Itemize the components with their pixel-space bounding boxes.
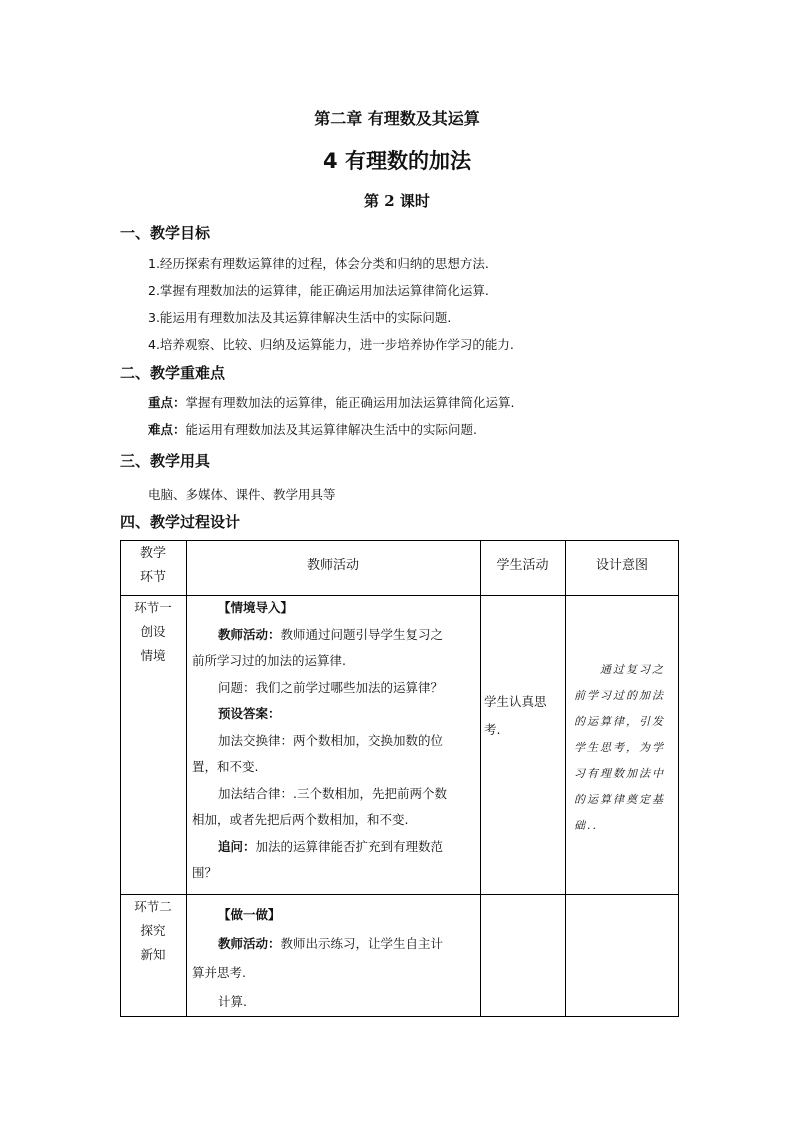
objective-item: 2.掌握有理数加法的运算律，能正确运用加法运算律简化运算. [148,283,489,298]
header-stage [120,542,186,590]
teacher-label: 教师活动： [218,936,281,951]
difficulty-text: 能运用有理数加法及其运算律解决生活中的实际问题. [185,422,477,437]
associative-line: 相加，或者先把后两个数相加，和不变. [192,812,409,827]
stage-line: 环节一 [134,600,172,615]
column-divider [186,540,187,1017]
teacher-line [192,622,478,649]
objective-item: 3.能运用有理数加法及其运算律解决生活中的实际问题. [148,310,452,325]
column-divider [480,540,481,1017]
key-points-heading: 二、教学重难点 [120,364,226,382]
row-divider [120,894,679,895]
header-stage-line: 环节 [139,570,166,585]
teacher-line: 算并思考. [192,965,246,980]
stage-line: 创设 [140,624,166,639]
intent-line: 础.. [574,819,598,832]
objectives-heading: 一、教学目标 [120,224,211,242]
row1-stage [120,596,186,668]
tools-heading: 三、教学用具 [120,452,211,470]
section-title: 【情境导入】 [218,600,294,615]
student-line: 考. [484,722,501,737]
row2-stage [120,895,186,967]
student-line: 学生认真思 [484,694,547,709]
row1-design-intent [574,657,676,839]
stage-line: 探究 [140,923,166,938]
intent-line: 习有理数加法中 [574,767,665,780]
teacher-line [192,929,478,958]
teacher-line: 前所学习过的加法的运算律. [192,653,346,668]
difficulty-line [148,420,477,438]
intent-line: 学生思考，为学 [574,741,665,754]
teacher-label: 教师活动： [218,626,281,642]
followup-line [192,834,478,861]
header-student: 学生活动 [496,558,549,573]
associative-line: 加法结合律：.三个数相加，先把前两个数 [218,785,447,801]
stage-line: 新知 [140,947,166,962]
teacher-text: 教师出示练习，让学生自主计 [280,936,444,951]
commutative-line: 置，和不变. [192,759,259,774]
teacher-text: 教师通过问题引导学生复习之 [280,626,444,642]
header-stage-line: 教学 [139,546,166,561]
process-table [120,540,679,1017]
intent-line: 前学习过的加法 [574,689,665,702]
header-intent: 设计意图 [595,558,648,573]
intent-line: 通过复习之 [600,663,665,676]
followup-line: 围？ [192,865,218,880]
commutative-line: 加法交换律：两个数相加，交换加数的位 [218,732,444,748]
period-title: 第 2 课时 [364,192,430,210]
section-title: 【做一做】 [218,907,281,922]
followup-label: 追问： [218,838,256,854]
intent-line: 的运算律，引发 [574,715,665,728]
objective-item: 4.培养观察、比较、归纳及运算能力，进一步培养协作学习的能力. [148,337,514,352]
column-divider [565,540,566,1017]
row1-teacher-activity [192,595,478,887]
preset-label: 预设答案： [218,706,281,721]
intent-line: 的运算律奠定基 [574,793,665,806]
chapter-title: 第二章 有理数及其运算 [314,109,480,128]
followup-text: 加法的运算律能否扩充到有理数范 [255,838,444,854]
focus-text: 掌握有理数加法的运算律，能正确运用加法运算律简化运算. [185,395,515,410]
stage-line: 情境 [140,648,166,663]
objective-item: 1.经历探索有理数运算律的过程，体会分类和归纳的思想方法. [148,256,489,271]
lesson-title: 4 有理数的加法 [323,149,471,173]
focus-line [148,393,515,411]
stage-line: 环节二 [134,899,172,914]
question-line: 问题：我们之前学过哪些加法的运算律？ [218,679,444,695]
header-teacher: 教师活动 [306,558,359,573]
row1-student-activity [484,688,564,744]
difficulty-label: 难点： [148,422,186,437]
tools-text: 电脑、多媒体、课件、教学用具等 [148,487,336,502]
focus-label: 重点： [148,395,186,410]
calc-line: 计算. [218,994,247,1009]
process-heading: 四、教学过程设计 [120,513,241,531]
row2-teacher-activity [192,900,478,1016]
